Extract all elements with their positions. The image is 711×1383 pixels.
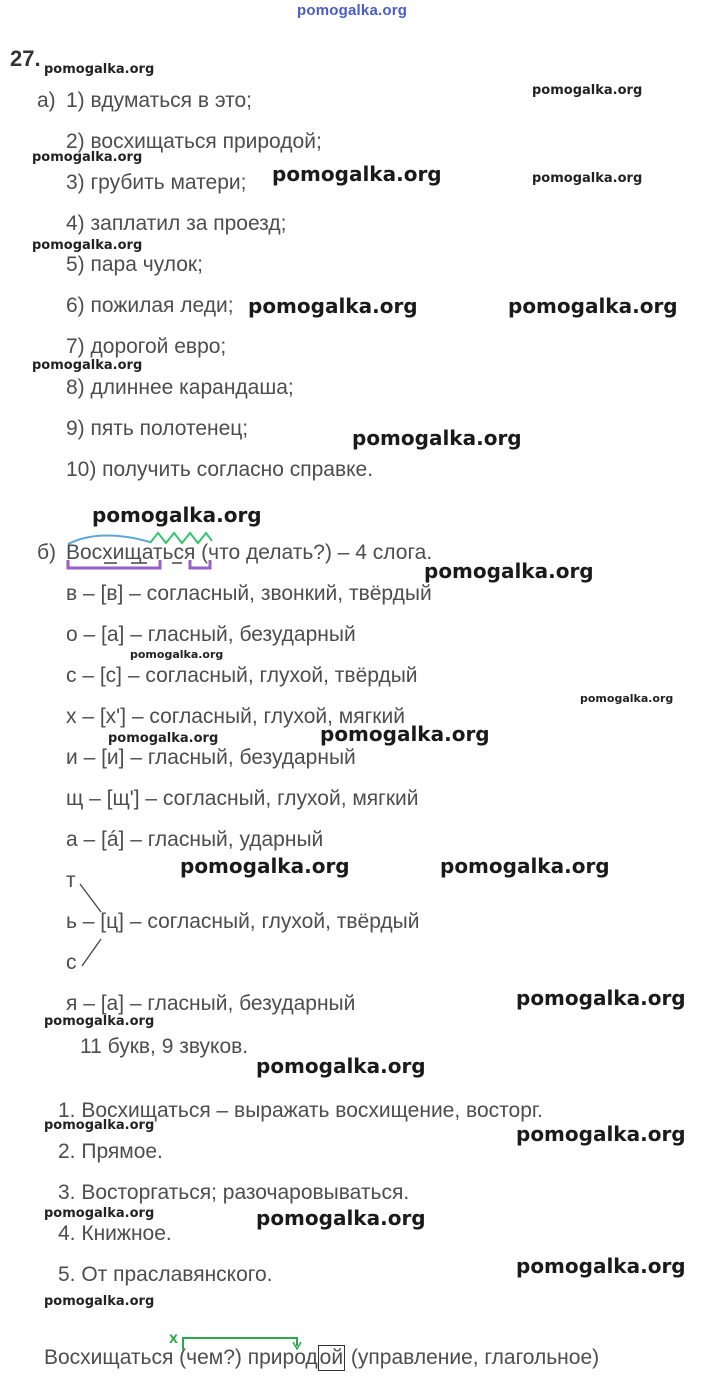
sound-line-5: и – [и] – гласный, безударный (66, 746, 356, 769)
answer-5: 5. От праславянского. (58, 1263, 273, 1286)
part-a-item-6: 6) пожилая леди; (66, 294, 234, 317)
watermark-8: pomogalka.org (508, 294, 678, 318)
phrase-part-2: (управление, глагольное) (345, 1346, 600, 1369)
ending-mark (183, 556, 207, 562)
watermark-11: pomogalka.org (92, 503, 262, 527)
phrase-part-1: Восхищаться (чем?) природ (44, 1346, 318, 1369)
part-a-item-7: 7) дорогой евро; (66, 335, 227, 358)
watermark-24: pomogalka.org (44, 1206, 155, 1221)
watermark-15: pomogalka.org (108, 731, 219, 746)
watermark-14: pomogalka.org (580, 692, 674, 705)
watermark-19: pomogalka.org (516, 986, 686, 1010)
parsed-word-rest: (что делать?) – 4 слога. (195, 541, 433, 564)
answer-1: 1. Восхищаться – выражать восхищение, восторг. (58, 1099, 543, 1122)
sound-line-7: а – [á] – гласный, ударный (66, 828, 324, 851)
sound-line-4: х – [х'] – согласный, глухой, мягкий (66, 705, 405, 728)
watermark-17: pomogalka.org (180, 854, 350, 878)
watermark-26: pomogalka.org (516, 1254, 686, 1278)
watermark-9: pomogalka.org (32, 358, 143, 373)
watermark-27: pomogalka.org (44, 1294, 155, 1309)
part-a-item-2: 2) восхищаться природой; (66, 130, 322, 153)
dependency-arrow (183, 1338, 297, 1350)
root-mark (150, 533, 212, 543)
part-a-item-4: 4) заплатил за проезд; (66, 212, 287, 235)
sound-line-last: я – [а] – гласный, безударный (66, 992, 356, 1015)
letters-sounds-summary: 11 букв, 9 звуков. (80, 1035, 249, 1058)
group-letter-t: т (66, 869, 76, 892)
ending-frame: ой (319, 1346, 344, 1369)
watermark-18: pomogalka.org (440, 854, 610, 878)
watermark-21: pomogalka.org (256, 1054, 426, 1078)
postfix-bracket (190, 560, 210, 568)
part-a-item-10: 10) получить согласно справке. (66, 458, 374, 481)
sound-line-3: с – [с] – согласный, глухой, твёрдый (66, 664, 418, 687)
watermark-16: pomogalka.org (320, 722, 490, 746)
watermark-10: pomogalka.org (352, 426, 522, 450)
prefix-arc (68, 535, 150, 544)
sound-line-6: щ – [щ'] – согласный, глухой, мягкий (66, 787, 419, 810)
part-a-item-8: 8) длиннее карандаша; (66, 376, 294, 399)
group-connector-top (80, 884, 101, 912)
watermark-4: pomogalka.org (272, 162, 442, 186)
watermark-6: pomogalka.org (32, 238, 143, 253)
watermark-2: pomogalka.org (532, 83, 643, 98)
watermark-7: pomogalka.org (248, 294, 418, 318)
answer-4: 4. Книжное. (58, 1222, 172, 1245)
watermark-25: pomogalka.org (256, 1206, 426, 1230)
answer-3: 3. Восторгаться; разочаровываться. (58, 1181, 410, 1204)
watermark-top: pomogalka.org (297, 2, 408, 19)
answer-2: 2. Прямое. (58, 1140, 163, 1163)
parsed-word: Восхищаться (66, 541, 196, 564)
watermark-1: pomogalka.org (44, 62, 155, 77)
watermark-12: pomogalka.org (424, 559, 594, 583)
watermark-3: pomogalka.org (32, 150, 143, 165)
group-connector-bottom (82, 939, 101, 966)
watermark-22: pomogalka.org (44, 1118, 155, 1133)
part-a-label: а) (37, 89, 56, 112)
sound-line-1: в – [в] – согласный, звонкий, твёрдый (66, 582, 432, 605)
watermark-13: pomogalka.org (130, 648, 224, 661)
watermark-23: pomogalka.org (516, 1122, 686, 1146)
part-a-item-3: 3) грубить матери; (66, 171, 247, 194)
group-letter-s: с (66, 951, 77, 974)
group-line: ь – [ц] – согласный, глухой, твёрдый (66, 910, 420, 933)
watermark-5: pomogalka.org (532, 171, 643, 186)
suffix-bracket (68, 560, 160, 568)
part-a-item-9: 9) пять полотенец; (66, 417, 249, 440)
sound-line-2: о – [а] – гласный, безударный (66, 623, 356, 646)
main-word-mark: х (169, 1330, 178, 1347)
watermark-20: pomogalka.org (44, 1014, 155, 1029)
part-a-item-1: 1) вдуматься в это; (66, 89, 253, 112)
part-a-item-5: 5) пара чулок; (66, 253, 203, 276)
part-b-label: б) (37, 541, 57, 564)
exercise-number: 27. (10, 46, 41, 71)
